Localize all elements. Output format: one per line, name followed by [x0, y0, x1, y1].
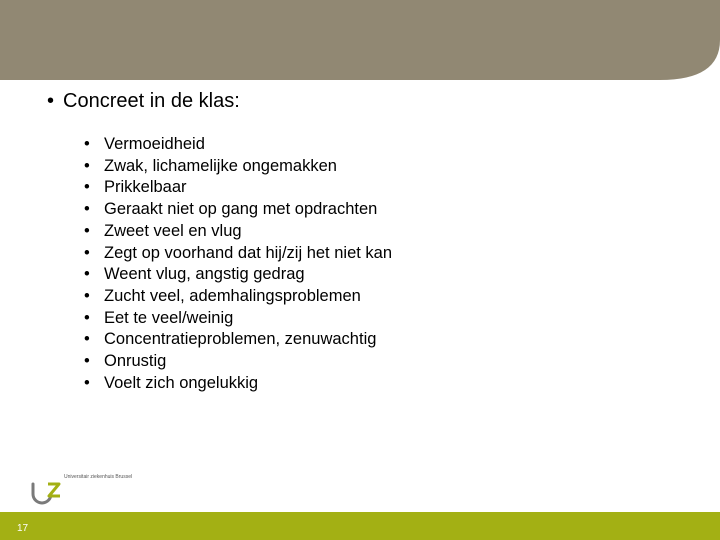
sub-bullet-list [84, 134, 392, 394]
sub-bullet-text: Geraakt niet op gang met opdrachten [104, 200, 378, 219]
sub-bullet: • Weent vlug, angstig gedrag [84, 265, 305, 284]
page-number: 17 [17, 523, 29, 534]
header-band [0, 0, 720, 80]
sub-bullet-text: Zwak, lichamelijke ongemakken [104, 156, 337, 175]
sub-bullet-text: Voelt zich ongelukkig [104, 373, 259, 392]
sub-bullet-text: Weent vlug, angstig gedrag [104, 265, 305, 284]
sub-bullet: • Zegt op voorhand dat hij/zij het niet kan [84, 243, 393, 262]
sub-bullet: • Geraakt niet op gang met opdrachten [84, 200, 378, 219]
sub-bullet-text: Onrustig [104, 352, 167, 371]
logo-text: Universitair ziekenhuis Brussel [64, 474, 133, 480]
footer-band [0, 512, 720, 540]
sub-bullet: • Vermoeidheid [84, 135, 205, 153]
sub-bullet: • Onrustig [84, 352, 167, 371]
sub-bullet-text: Zweet veel en vlug [104, 221, 242, 240]
sub-bullet: • Voelt zich ongelukkig [84, 373, 259, 392]
sub-bullet: • Zucht veel, ademhalingsproblemen [84, 286, 361, 305]
main-bullet-text: Concreet in de klas: [63, 90, 240, 112]
main-bullet [47, 90, 240, 113]
sub-bullet: • Zwak, lichamelijke ongemakken [84, 156, 337, 175]
header-band-shape [0, 0, 720, 80]
sub-bullet: • Eet te veel/weinig [84, 308, 234, 327]
uz-logo-icon [30, 480, 64, 515]
sub-bullet-text: Eet te veel/weinig [104, 308, 234, 327]
sub-bullet-text: Zegt op voorhand dat hij/zij het niet kan [104, 243, 393, 262]
sub-bullet: • Prikkelbaar [84, 178, 187, 197]
sub-bullet: • Concentratieproblemen, zenuwachtig [84, 330, 377, 349]
bullet-dot: • [47, 90, 55, 112]
sub-bullet-text: Zucht veel, ademhalingsproblemen [104, 286, 361, 305]
sub-bullet-text: Prikkelbaar [104, 178, 187, 197]
sub-bullet-text: Concentratieproblemen, zenuwachtig [104, 330, 377, 349]
sub-bullet: • Zweet veel en vlug [84, 221, 242, 240]
sub-bullet-text: Vermoeidheid [104, 135, 205, 153]
